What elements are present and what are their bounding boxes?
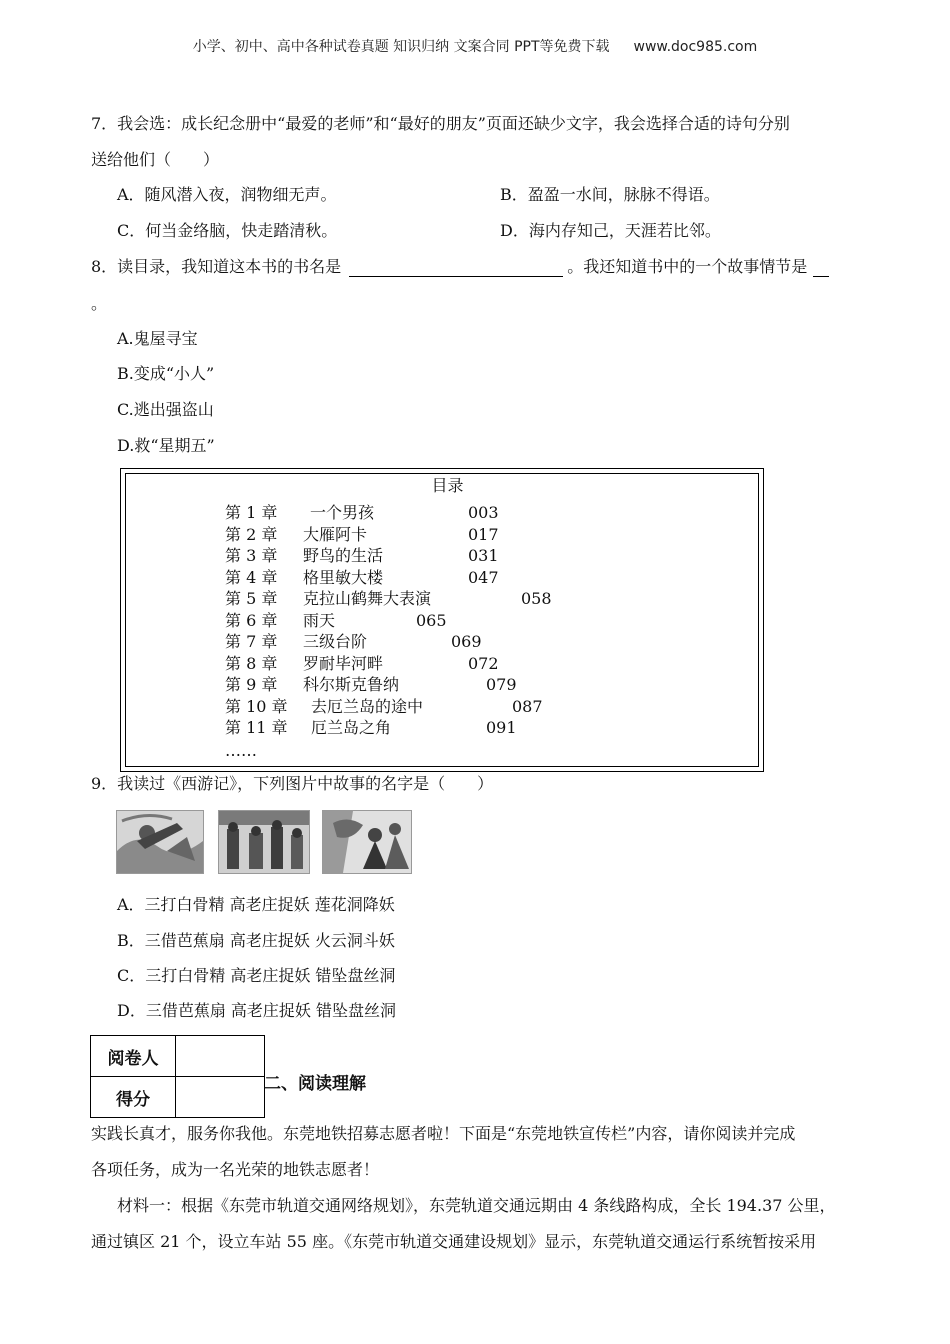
toc-chapter-number: 第 2 章 — [225, 524, 278, 544]
q8-option-a: A.鬼屋寻宝 — [117, 329, 198, 348]
q9-option-b: B．三借芭蕉扇 高老庄捉妖 火云洞斗妖 — [117, 931, 395, 950]
toc-page-number: 065 — [416, 610, 447, 630]
q8-blank1[interactable] — [349, 260, 563, 277]
toc-page-number: 058 — [521, 589, 552, 608]
q7-option-d: D．海内存知己，天涯若比邻。 — [500, 221, 721, 240]
toc-chapter-number: 第 1 章 — [225, 503, 278, 522]
material1-line2: 通过镇区 21 个，设立车站 55 座。《东莞市轨道交通建设规划》显示，东莞轨道交通运行系统暂按采用 — [91, 1232, 817, 1251]
q8-text1: 8．读目录，我知道这本书的书名是 — [91, 257, 342, 276]
intro-line2: 各项任务，成为一名光荣的地铁志愿者！ — [91, 1160, 380, 1179]
score-label: 得分 — [91, 1077, 176, 1118]
journey-west-illustration-2 — [218, 810, 310, 874]
header-text: 小学、初中、高中各种试卷真题 知识归纳 文案合同 PPT等免费下载 — [192, 39, 610, 55]
toc-chapter-number: 第 11 章 — [225, 718, 288, 737]
toc-chapter-title: 科尔斯克鲁纳 — [303, 675, 400, 694]
toc-page-number: 087 — [512, 696, 543, 716]
toc-chapter-number: 第 6 章 — [225, 610, 278, 630]
journey-west-illustration-3 — [322, 810, 412, 874]
toc-page-number: 091 — [486, 718, 517, 737]
page-header — [0, 36, 950, 56]
q9-option-c: C．三打白骨精 高老庄捉妖 错坠盘丝洞 — [117, 966, 396, 985]
toc-chapter-number: 第 3 章 — [225, 546, 278, 565]
q7-line2: 送给他们（ ） — [91, 150, 220, 169]
q8-option-c: C.逃出强盗山 — [117, 400, 214, 419]
toc-chapter-title: 野鸟的生活 — [303, 546, 384, 565]
toc-chapter-title: 去厄兰岛的途中 — [311, 696, 424, 716]
q7-option-c: C．何当金络脑，快走踏清秋。 — [117, 221, 338, 240]
toc-page-number: 069 — [451, 632, 482, 651]
toc-chapter-number: 第 10 章 — [225, 696, 288, 716]
toc-chapter-title: 三级台阶 — [303, 632, 368, 651]
toc-chapter-title: 克拉山鹤舞大表演 — [303, 589, 432, 608]
toc-chapter-title: 罗耐毕河畔 — [303, 653, 384, 673]
toc-chapter-title: 大雁阿卡 — [303, 524, 368, 544]
toc-chapter-title: 格里敏大楼 — [303, 567, 384, 587]
material1-line1: 材料一：根据《东莞市轨道交通网络规划》，东莞轨道交通远期由 4 条线路构成，全长 194.37 公里， — [117, 1196, 836, 1215]
journey-west-illustration-1 — [116, 810, 204, 874]
section-title: 二、阅读理解 — [264, 1074, 366, 1094]
q7-line1: 7．我会选：成长纪念册中“最爱的老师”和“最好的朋友”页面还缺少文字，我会选择合适的诗句分别 — [91, 114, 790, 133]
toc-page-number: 079 — [486, 675, 517, 694]
toc-chapter-title: 一个男孩 — [310, 503, 375, 522]
intro-line1: 实践长真才，服务你我他。东莞地铁招募志愿者啦！下面是“东莞地铁宣传栏”内容，请你阅读并完成 — [91, 1124, 796, 1143]
toc-ellipsis: …… — [225, 741, 257, 760]
toc-page-number: 003 — [468, 503, 499, 522]
score-table — [90, 1035, 265, 1118]
q8-blank2[interactable] — [813, 260, 829, 277]
reviewer-cell[interactable] — [176, 1036, 265, 1077]
q8-text3: 。 — [91, 294, 108, 313]
toc-chapter-title: 雨天 — [303, 610, 336, 630]
q9-stem: 9．我读过《西游记》，下列图片中故事的名字是（ ） — [91, 774, 494, 793]
toc-chapter-number: 第 8 章 — [225, 653, 278, 673]
toc-chapter-title: 厄兰岛之角 — [311, 718, 392, 737]
q8-option-d: D.救“星期五” — [117, 436, 215, 455]
q7-option-a: A．随风潜入夜，润物细无声。 — [117, 185, 337, 204]
toc-chapter-number: 第 5 章 — [225, 589, 278, 608]
q7-option-b: B．盈盈一水间，脉脉不得语。 — [500, 185, 720, 204]
reviewer-label: 阅卷人 — [91, 1036, 176, 1077]
header-url[interactable]: www.doc985.com — [633, 39, 758, 55]
toc-chapter-number: 第 4 章 — [225, 567, 278, 587]
q8-stem — [91, 257, 829, 277]
toc-page-number: 047 — [468, 567, 499, 587]
toc-page-number: 072 — [468, 653, 499, 673]
q9-option-a: A．三打白骨精 高老庄捉妖 莲花洞降妖 — [117, 895, 395, 914]
toc-page-number: 031 — [468, 546, 499, 565]
toc-title: 目录 — [431, 476, 464, 495]
q8-option-b: B.变成“小人” — [117, 364, 215, 383]
toc-chapter-number: 第 9 章 — [225, 675, 278, 694]
toc-chapter-number: 第 7 章 — [225, 632, 278, 651]
q9-option-d: D．三借芭蕉扇 高老庄捉妖 错坠盘丝洞 — [117, 1001, 397, 1020]
toc-page-number: 017 — [468, 524, 499, 544]
q8-text2: 。我还知道书中的一个故事情节是 — [567, 257, 808, 276]
score-cell[interactable] — [176, 1077, 265, 1118]
